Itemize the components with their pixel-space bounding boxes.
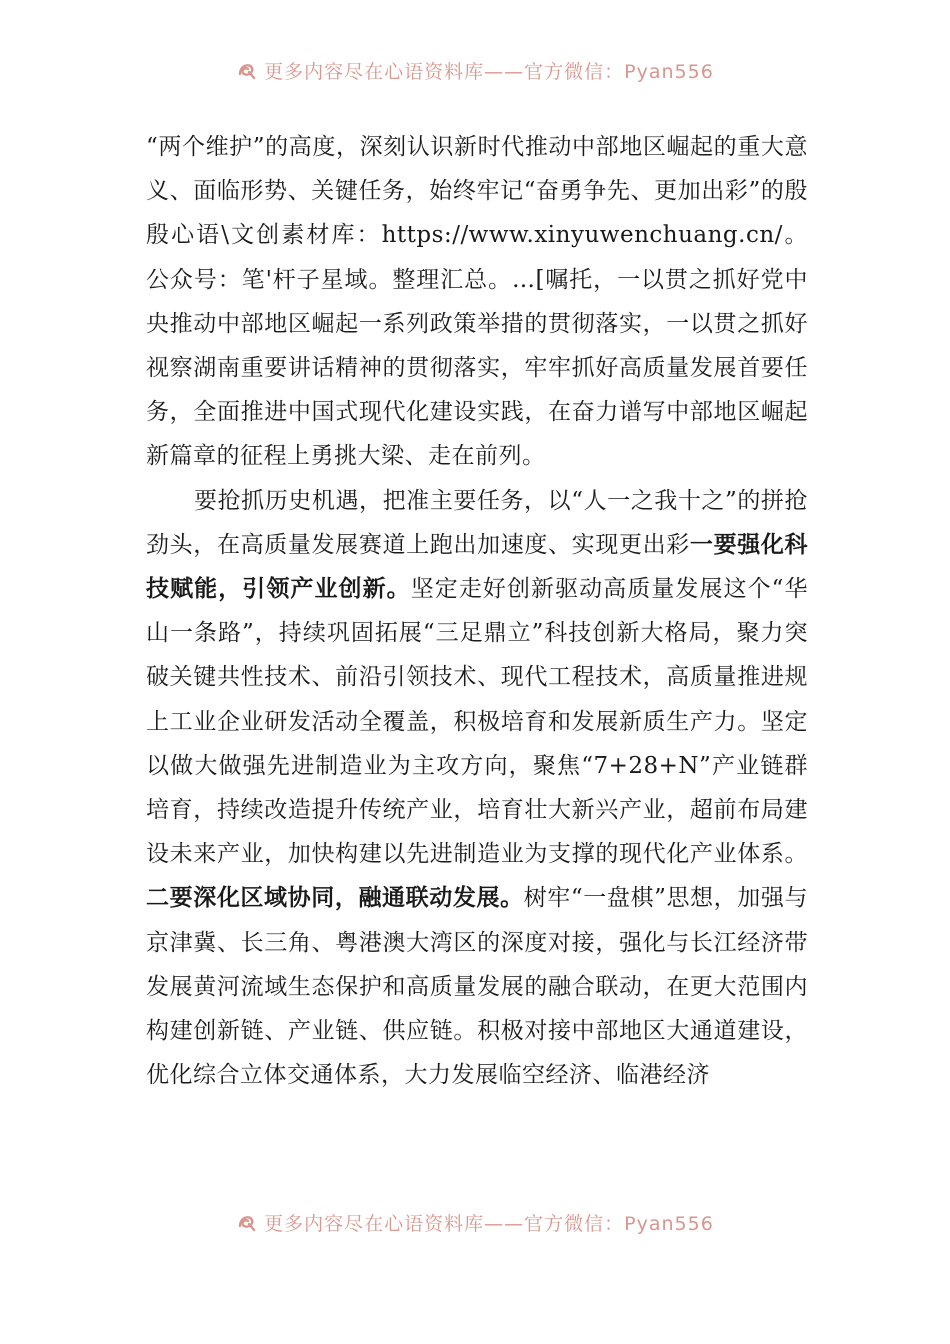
paragraph-2 xyxy=(146,479,808,1098)
footer-watermark xyxy=(0,1202,950,1242)
document-body xyxy=(146,125,808,1097)
paragraph-text: 坚定走好创新驱动高质量发展这个“华山一条路”，持续巩固拓展“三足鼎立”科技创新大格局，聚力突破关键共性技术、前沿引领技术、现代工程技术，高质量推进规上工业企业研发活动全覆盖，积极培育和发展新质生产力。坚定以做大做强先进制造业为主攻方向，聚焦“7+28+N”产业链群培育，持续改造提升传统产业，培育壮大新兴产业，超前布局建设未来产业，加快构建以先进制造业为支撑的现代化产业体系。 xyxy=(146,576,809,868)
header-watermark xyxy=(0,50,950,90)
logo-icon xyxy=(236,59,258,81)
paragraph-1 xyxy=(146,125,808,479)
watermark-text: 更多内容尽在心语资料库——官方微信：Pyan556 xyxy=(264,1212,714,1235)
paragraph-text: 要抢抓历史机遇，把准主要任务，以“人一之我十之”的拼抢劲头，在高质量发展赛道上跑出加速度、实现更出彩 xyxy=(146,487,808,558)
bold-heading-2: 二要深化区域协同，融通联动发展。 xyxy=(146,884,524,912)
logo-icon xyxy=(236,1211,258,1233)
paragraph-text: 树牢“一盘棋”思想，加强与京津冀、长三角、粤港澳大湾区的深度对接，强化与长江经济带发展黄河流域生态保护和高质量发展的融合联动，在更大范围内构建创新链、产业链、供应链。积极对接中部地区大通道建设，优化综合立体交通体系，大力发展临空经济、临港经济 xyxy=(146,885,808,1089)
watermark-text: 更多内容尽在心语资料库——官方微信：Pyan556 xyxy=(264,60,714,83)
bold-heading-1: 一要强化科技赋能，引领产业创新。 xyxy=(146,530,809,603)
paragraph-text: “两个维护”的高度，深刻认识新时代推动中部地区崛起的重大意义、面临形势、关键任务，始终牢记“奋勇争先、更加出彩”的殷殷心语\文创素材库：https://www.xinyuwenchuang.cn/。公众号：笔'杆子星域。整理汇总。…[嘱托，一以贯之抓好党中央推动中部地区崛起一系列政策举措的贯彻落实，一以贯之抓好视察湖南重要讲话精神的贯彻落实，牢牢抓好高质量发展首要任务，全面推进中国式现代化建设实践，在奋力谱写中部地区崛起新篇章的征程上勇挑大梁、走在前列。 xyxy=(146,134,808,470)
